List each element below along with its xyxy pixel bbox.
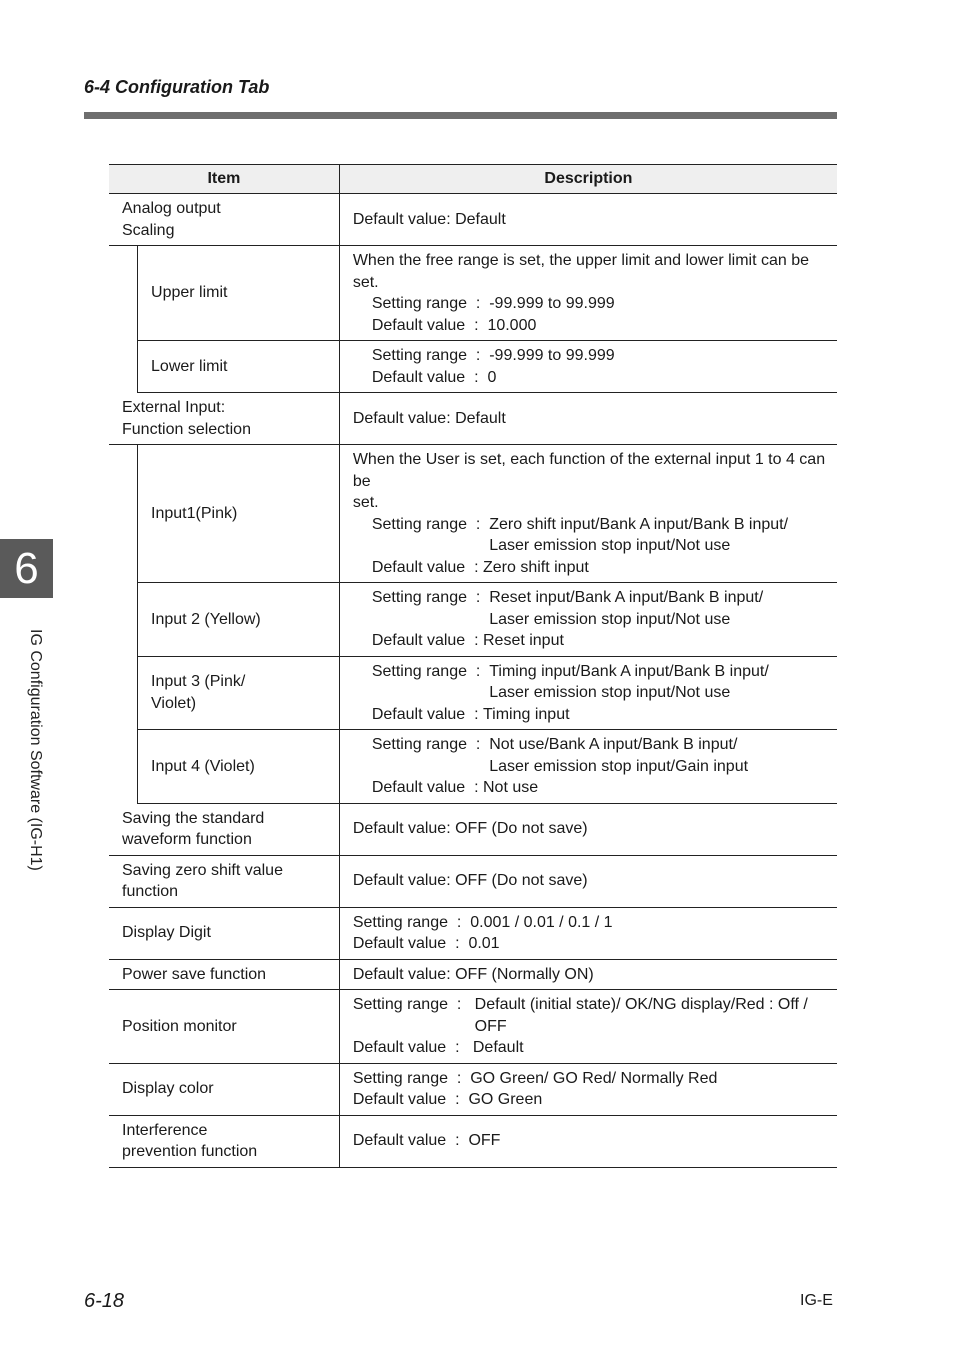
table-row bbox=[109, 246, 837, 341]
row-item-display-color: Display color bbox=[109, 1063, 339, 1115]
row-item-saving-zero-shift: Saving zero shift value function bbox=[109, 855, 339, 907]
row-desc-input1: When the User is set, each function of the external input 1 to 4 can be set. Setting range : Zero shift input/Bank A input/Bank B input/ Laser emission stop input/Not use Default value : Zero shift input bbox=[339, 445, 837, 583]
table-row bbox=[109, 990, 837, 1064]
row-item-position-monitor: Position monitor bbox=[109, 990, 339, 1064]
table-header-row bbox=[109, 165, 837, 194]
table-row bbox=[109, 656, 837, 730]
document-code: IG-E bbox=[800, 1292, 833, 1309]
table-row bbox=[109, 1063, 837, 1115]
row-desc-lower-limit: Setting range : -99.999 to 99.999 Default value : 0 bbox=[339, 341, 837, 393]
configuration-table bbox=[109, 164, 837, 1168]
page-number: 6-18 bbox=[84, 1290, 125, 1312]
row-desc-input2: Setting range : Reset input/Bank A input/Bank B input/ Laser emission stop input/Not use Default value : Reset input bbox=[339, 583, 837, 657]
row-desc-position-monitor: Setting range : Default (initial state)/ OK/NG display/Red : Off / OFF Default value : Default bbox=[339, 990, 837, 1064]
title-rule bbox=[84, 112, 837, 119]
table-row bbox=[109, 393, 837, 445]
row-item-display-digit: Display Digit bbox=[109, 907, 339, 959]
header-item: Item bbox=[109, 165, 339, 194]
row-desc-display-color: Setting range : GO Green/ GO Red/ Normally Red Default value : GO Green bbox=[339, 1063, 837, 1115]
row-desc-input4: Setting range : Not use/Bank A input/Bank B input/ Laser emission stop input/Gain input Default value : Not use bbox=[339, 730, 837, 804]
table-row bbox=[109, 583, 837, 657]
table-row bbox=[109, 959, 837, 990]
row-desc-external-input: Default value: Default bbox=[339, 393, 837, 445]
chapter-tab: 6 bbox=[0, 539, 53, 598]
table-row bbox=[109, 194, 837, 246]
row-item-input2: Input 2 (Yellow) bbox=[138, 583, 340, 657]
row-item-power-save: Power save function bbox=[109, 959, 339, 990]
row-item-input1: Input1(Pink) bbox=[138, 445, 340, 583]
row-item-saving-standard: Saving the standard waveform function bbox=[109, 803, 339, 855]
row-item-input4: Input 4 (Violet) bbox=[138, 730, 340, 804]
row-desc-interference: Default value : OFF bbox=[339, 1115, 837, 1167]
row-desc-saving-standard: Default value: OFF (Do not save) bbox=[339, 803, 837, 855]
table-row bbox=[109, 907, 837, 959]
row-item-lower-limit: Lower limit bbox=[138, 341, 340, 393]
chapter-side-label: IG Configuration Software (IG-H1) bbox=[27, 629, 44, 871]
row-desc-input3: Setting range : Timing input/Bank A input/Bank B input/ Laser emission stop input/Not use Default value : Timing input bbox=[339, 656, 837, 730]
table-row bbox=[109, 341, 837, 393]
row-desc-upper-limit: When the free range is set, the upper limit and lower limit can be set. Setting range : -99.999 to 99.999 Default value : 10.000 bbox=[339, 246, 837, 341]
row-desc-power-save: Default value: OFF (Normally ON) bbox=[339, 959, 837, 990]
table-row bbox=[109, 803, 837, 855]
row-item-external-input: External Input: Function selection bbox=[109, 393, 339, 445]
row-item-upper-limit: Upper limit bbox=[138, 246, 340, 341]
row-item-analog: Analog output Scaling bbox=[109, 194, 339, 246]
section-title: 6-4 Configuration Tab bbox=[84, 77, 270, 97]
row-item-interference: Interference prevention function bbox=[109, 1115, 339, 1167]
table-row bbox=[109, 730, 837, 804]
row-desc-saving-zero-shift: Default value: OFF (Do not save) bbox=[339, 855, 837, 907]
header-description: Description bbox=[339, 165, 837, 194]
row-desc-analog: Default value: Default bbox=[339, 194, 837, 246]
table-row bbox=[109, 855, 837, 907]
row-desc-display-digit: Setting range : 0.001 / 0.01 / 0.1 / 1 Default value : 0.01 bbox=[339, 907, 837, 959]
table-row bbox=[109, 1115, 837, 1167]
row-item-input3: Input 3 (Pink/ Violet) bbox=[138, 656, 340, 730]
table-row bbox=[109, 445, 837, 583]
